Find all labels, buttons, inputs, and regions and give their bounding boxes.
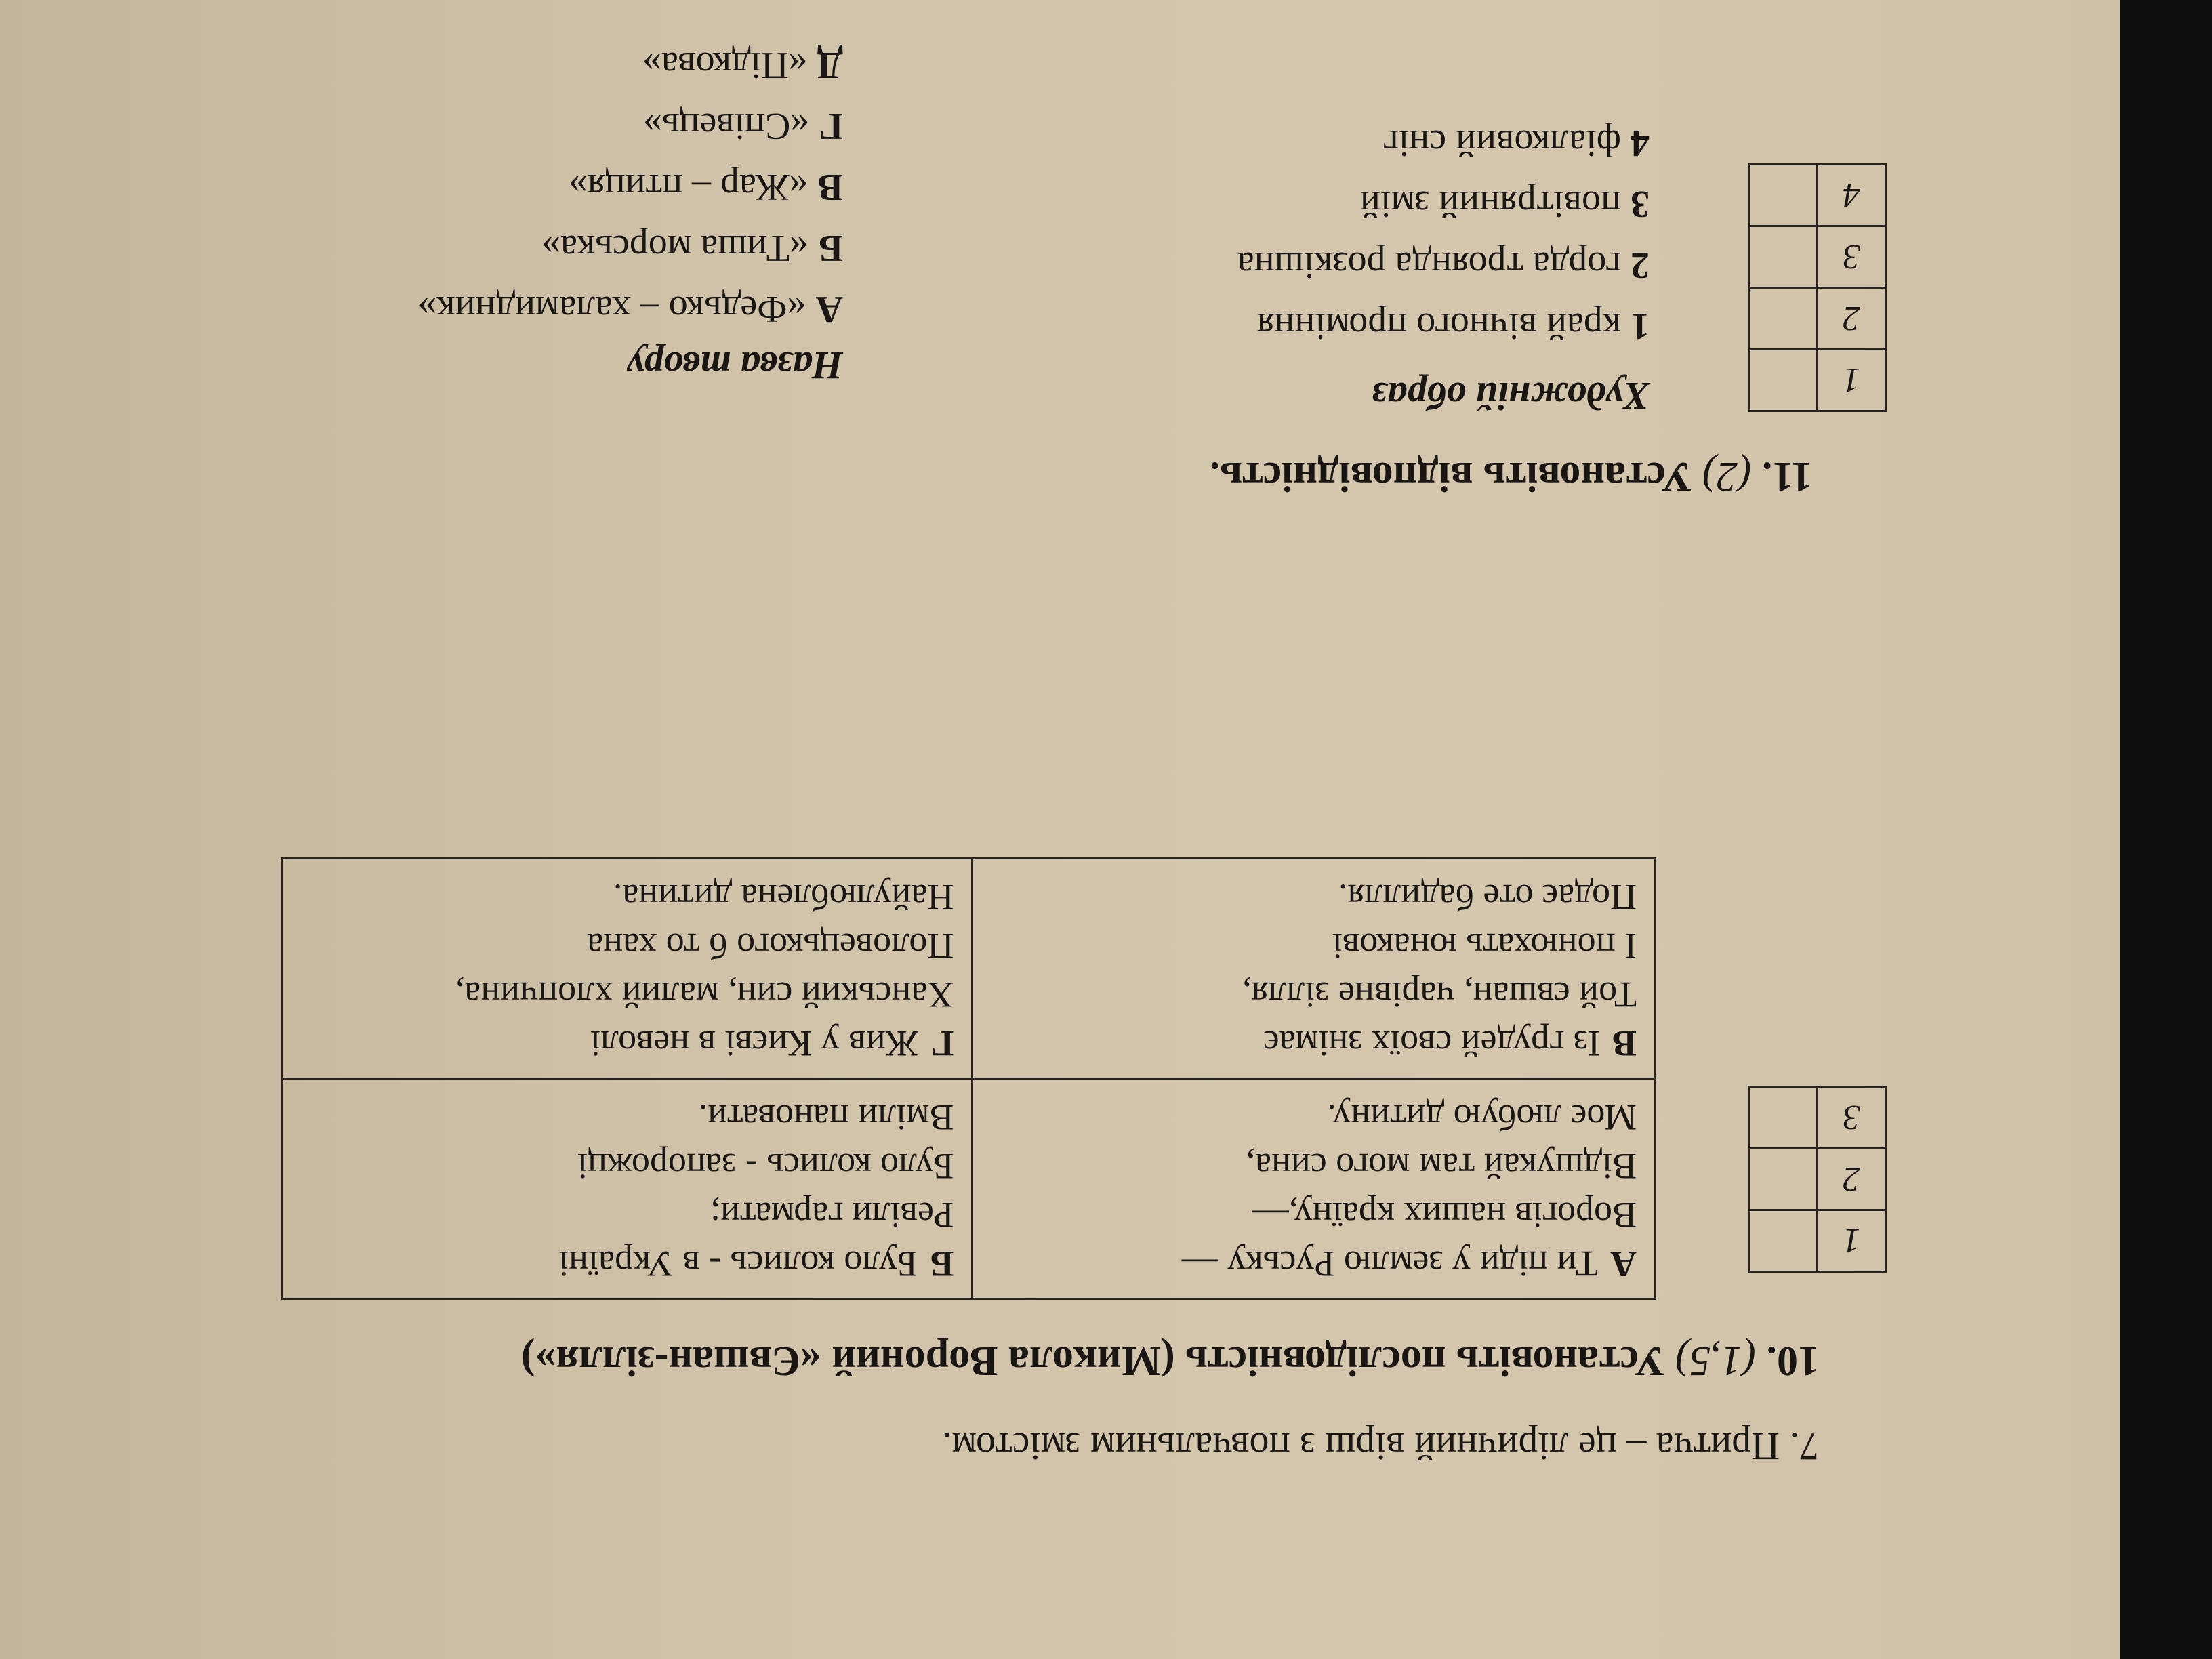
item-text: повітряний змій: [1359, 183, 1621, 225]
list-item: [1360, 182, 1650, 226]
poem-line: Ханський син, малий хлопчина,: [455, 975, 954, 1015]
item-letter: В: [817, 166, 843, 208]
fragment-letter: Г: [930, 1023, 954, 1064]
poem-line: Подає оте бадилля.: [1338, 877, 1637, 918]
poem-line: Жив у Києві в неволі: [590, 1023, 918, 1064]
question-10-text: Установіть послідовність (Микола Вороний «Євшан-зілля»): [520, 1338, 1665, 1384]
question-10-heading: [521, 1336, 1819, 1385]
list-item: [643, 104, 843, 148]
answer-label: 3: [1818, 1087, 1886, 1149]
answer-grid-11: [1748, 163, 1887, 412]
item-text: «Федько – халамидник»: [417, 288, 806, 330]
fragment-letter: В: [1612, 1023, 1637, 1064]
item-letter: А: [815, 288, 843, 330]
fragment-v: [972, 859, 1656, 1079]
answer-label: 1: [1818, 1210, 1886, 1272]
table-row: [1749, 1149, 1886, 1210]
question-7: 7. Притча – це ліричний вірш з повчальним змістом.: [941, 1425, 1819, 1469]
list-item: [417, 287, 843, 331]
table-row: [1749, 1087, 1886, 1149]
answer-cell[interactable]: [1749, 288, 1818, 350]
fragment-letter: Б: [929, 1244, 954, 1284]
table-row: [282, 859, 1656, 1079]
question-11-points: (2): [1702, 453, 1752, 499]
answer-cell[interactable]: [1749, 165, 1818, 226]
fragment-b: [282, 1079, 972, 1299]
item-number: 1: [1631, 305, 1650, 347]
poem-line: Моє любую дитину.: [1327, 1097, 1637, 1138]
fragment-h: [282, 859, 972, 1079]
item-letter: Б: [817, 227, 843, 269]
poem-line: Той євшан, чарівне зілля,: [1242, 975, 1637, 1015]
poem-line: Ворогів наших країну,—: [1252, 1195, 1637, 1235]
poem-line: І понюхать юнакові: [1332, 926, 1637, 966]
fragment-letter: А: [1610, 1244, 1637, 1284]
poem-line: Було колись - запорожці: [577, 1146, 954, 1187]
list-item: [569, 165, 843, 209]
item-text: горда троянда розкішна: [1237, 244, 1621, 286]
answer-cell[interactable]: [1749, 350, 1818, 411]
question-11-text: Установіть відповідність.: [1209, 453, 1692, 499]
answer-cell[interactable]: [1749, 1210, 1818, 1272]
poem-line: Відшукай там мого сина,: [1246, 1146, 1637, 1187]
poem-line: Було колись - в Україні: [558, 1244, 918, 1284]
item-number: 4: [1631, 122, 1650, 164]
answer-label: 2: [1818, 1149, 1886, 1210]
answer-label: 4: [1818, 165, 1886, 226]
item-text: «Підкова»: [642, 44, 808, 86]
poem-line: Ревіли гармати;: [710, 1195, 954, 1235]
list-item: [541, 226, 843, 270]
item-number: 2: [1631, 244, 1650, 286]
answer-label: 2: [1818, 288, 1886, 350]
answer-label: 3: [1818, 226, 1886, 288]
table-row: [1749, 226, 1886, 288]
item-text: край вічного проміння: [1256, 305, 1621, 347]
list-item: [1257, 304, 1650, 348]
item-letter: Г: [819, 105, 843, 147]
list-item: [642, 43, 843, 87]
fragment-a: [972, 1079, 1656, 1299]
answer-label: 1: [1818, 350, 1886, 411]
column-head-image: Художній образ: [1372, 374, 1650, 418]
item-text: «Співець»: [643, 105, 810, 147]
question-11-heading: [1210, 452, 1812, 500]
table-row: [1749, 165, 1886, 226]
column-head-title: Назва твору: [627, 344, 843, 388]
question-10-number: 10.: [1766, 1338, 1819, 1384]
poem-line: Половецького б то хана: [587, 926, 954, 966]
answer-cell[interactable]: [1749, 1087, 1818, 1149]
table-row: [1749, 350, 1886, 411]
answer-grid-10: [1748, 1086, 1887, 1273]
poem-line: Із грудей своїх знімає: [1263, 1023, 1600, 1064]
poem-line: Найулюблена дитина.: [613, 877, 954, 918]
item-text: «Тиша морська»: [541, 227, 808, 269]
poem-line: Вміли пановати.: [698, 1097, 954, 1138]
list-item: [1237, 243, 1650, 287]
item-number: 3: [1631, 183, 1650, 225]
item-text: «Жар – птиця»: [568, 166, 808, 208]
table-row: [1749, 288, 1886, 350]
answer-cell[interactable]: [1749, 226, 1818, 288]
item-text: фіалковий сніг: [1382, 122, 1621, 164]
poem-fragments-table: [281, 857, 1656, 1300]
table-row: [282, 1079, 1656, 1299]
question-10-points: (1,5): [1675, 1338, 1756, 1384]
list-item: [1383, 121, 1650, 165]
item-letter: Д: [817, 44, 843, 86]
answer-cell[interactable]: [1749, 1149, 1818, 1210]
question-11-number: 11.: [1761, 453, 1812, 499]
poem-line: Ти піди у землю Руську —: [1181, 1244, 1598, 1284]
table-row: [1749, 1210, 1886, 1272]
